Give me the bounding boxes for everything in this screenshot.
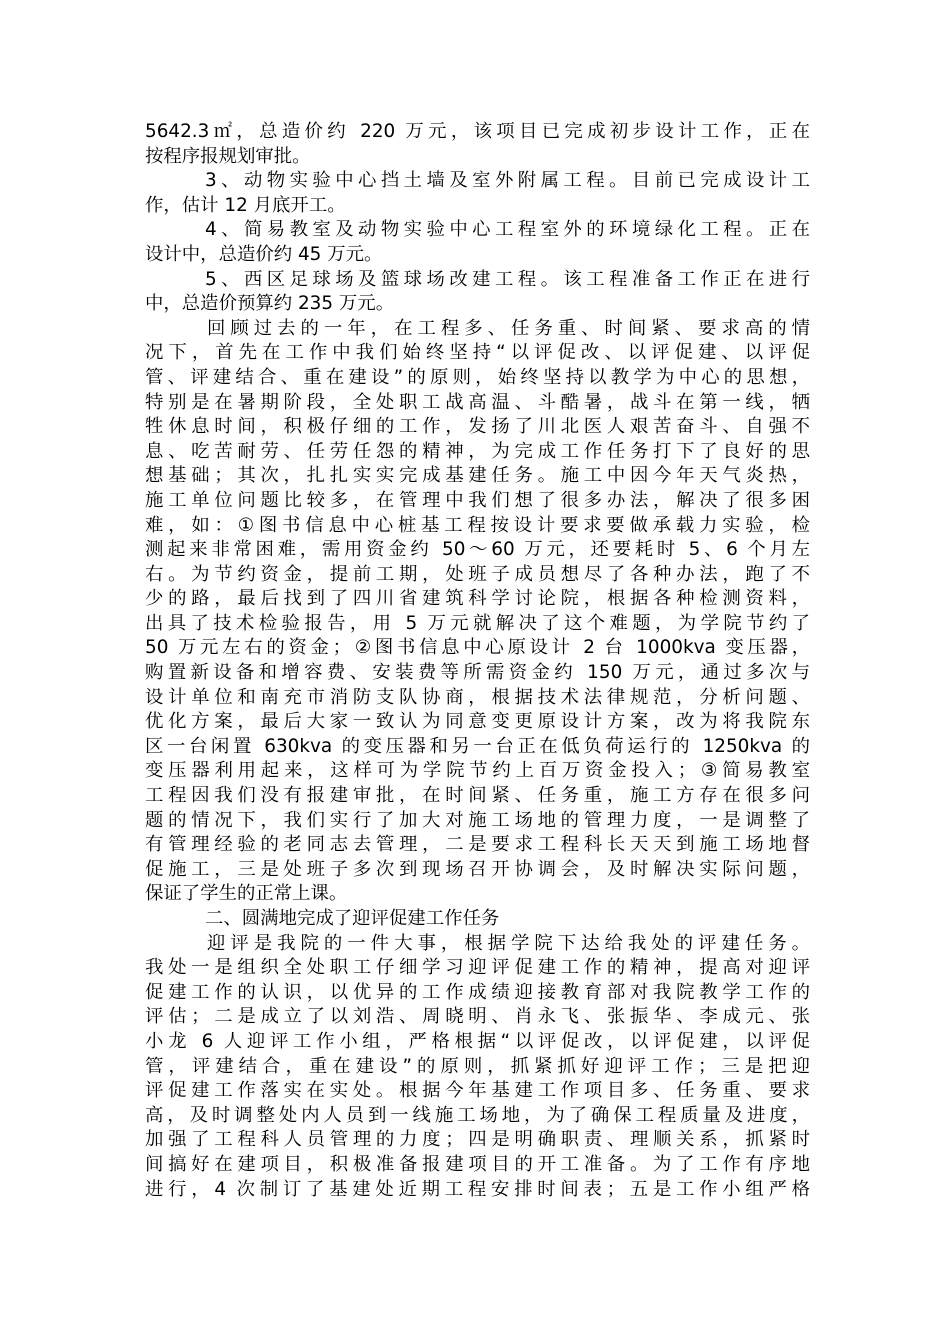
text-line: 二、圆满地完成了迎评促建工作任务 <box>205 908 500 929</box>
text-line: 难，如：①图书信息中心桩基工程按设计要求要做承载力实验，检 <box>145 514 810 536</box>
text-line: 优化方案，最后大家一致认为同意变更原设计方案，改为将我院东 <box>145 711 810 733</box>
text-line: 变压器利用起来，这样可为学院节约上百万资金投入；③简易教室 <box>145 760 810 782</box>
text-line: 购置新设备和增容费、安装费等所需资金约 150 万元，通过多次与 <box>145 662 810 684</box>
text-line: 回顾过去的一年，在工程多、任务重、时间紧、要求高的情 <box>207 317 810 339</box>
text-line: 5642.3㎡，总造价约 220 万元，该项目已完成初步设计工作，正在 <box>145 121 810 142</box>
text-line: 间搞好在建项目，积极准备报建项目的开工准备。为了工作有序地 <box>145 1153 810 1175</box>
text-line: 50 万元左右的资金；②图书信息中心原设计 2 台 1000kva 变压器， <box>145 637 810 659</box>
text-line: 设计中，总造价约 45 万元。 <box>145 243 383 265</box>
document-body <box>145 120 810 1202</box>
text-line: 我处一是组织全处职工仔细学习迎评促建工作的精神，提高对迎评 <box>145 957 810 979</box>
text-line: 4、简易教室及动物实验中心工程室外的环境绿化工程。正在 <box>205 219 810 241</box>
text-line: 促建工作的认识，以优异的工作成绩迎接教育部对我院教学工作的 <box>145 981 810 1003</box>
text-line: 管、评建结合、重在建设”的原则，始终坚持以教学为中心的思想， <box>145 366 810 388</box>
text-line: 作，估计 12 月底开工。 <box>145 194 346 216</box>
text-line: 有管理经验的老同志去管理，二是要求工程科长天天到施工场地督 <box>145 834 810 856</box>
text-line: 进行，4 次制订了基建处近期工程安排时间表；五是工作小组严格 <box>145 1178 810 1200</box>
text-line: 5、西区足球场及篮球场改建工程。该工程准备工作正在进行 <box>205 268 810 290</box>
text-line: 评估；二是成立了以刘浩、周晓明、肖永飞、张振华、李成元、张 <box>145 1006 810 1028</box>
text-line: 中，总造价预算约 235 万元。 <box>145 293 395 315</box>
text-line: 加强了工程科人员管理的力度；四是明确职责、理顺关系，抓紧时 <box>145 1129 810 1151</box>
text-line: 况下，首先在工作中我们始终坚持“以评促改、以评促建、以评促 <box>145 342 810 364</box>
text-line: 右。为节约资金，提前工期，处班子成员想尽了各种办法，跑了不 <box>145 563 810 585</box>
text-line: 工程因我们没有报建审批，在时间紧、任务重，施工方存在很多问 <box>145 785 810 807</box>
text-line: 按程序报规划审批。 <box>145 145 311 167</box>
text-line: 保证了学生的正常上课。 <box>145 883 348 905</box>
text-line: 测起来非常困难，需用资金约 50～60 万元，还要耗时 5、6 个月左 <box>145 539 810 561</box>
text-line: 想基础；其次，扎扎实实完成基建任务。施工中因今年天气炎热， <box>145 465 810 487</box>
text-line: 迎评是我院的一件大事，根据学院下达给我处的评建任务。 <box>207 932 810 954</box>
text-line: 题的情况下，我们实行了加大对施工场地的管理力度，一是调整了 <box>145 809 810 831</box>
text-line: 施工单位问题比较多，在管理中我们想了很多办法，解决了很多困 <box>145 489 810 511</box>
text-line: 区一台闲置 630kva 的变压器和另一台正在低负荷运行的 1250kva 的 <box>145 735 810 757</box>
text-line: 小龙 6 人迎评工作小组，严格根据“以评促改，以评促建，以评促 <box>145 1030 810 1052</box>
text-line: 牲休息时间，积极仔细的工作，发扬了川北医人艰苦奋斗、自强不 <box>145 416 810 438</box>
text-line: 特别是在暑期阶段，全处职工战高温、斗酷暑，战斗在第一线，牺 <box>145 391 810 413</box>
text-line: 出具了技术检验报告，用 5 万元就解决了这个难题，为学院节约了 <box>145 612 810 634</box>
text-line: 少的路，最后找到了四川省建筑科学讨论院，根据各种检测资料， <box>145 588 810 610</box>
text-line: 高，及时调整处内人员到一线施工场地，为了确保工程质量及进度， <box>145 1104 810 1126</box>
text-line: 评促建工作落实在实处。根据今年基建工作项目多、任务重、要求 <box>145 1080 810 1102</box>
text-line: 管，评建结合，重在建设”的原则，抓紧抓好迎评工作；三是把迎 <box>145 1055 810 1077</box>
text-line: 设计单位和南充市消防支队协商，根据技术法律规范，分析问题、 <box>145 686 810 708</box>
text-line: 促施工，三是处班子多次到现场召开协调会，及时解决实际问题， <box>145 858 810 880</box>
text-line: 3、动物实验中心挡土墙及室外附属工程。目前已完成设计工 <box>205 170 810 192</box>
text-line: 息、吃苦耐劳、任劳任怨的精神，为完成工作任务打下了良好的思 <box>145 440 810 462</box>
